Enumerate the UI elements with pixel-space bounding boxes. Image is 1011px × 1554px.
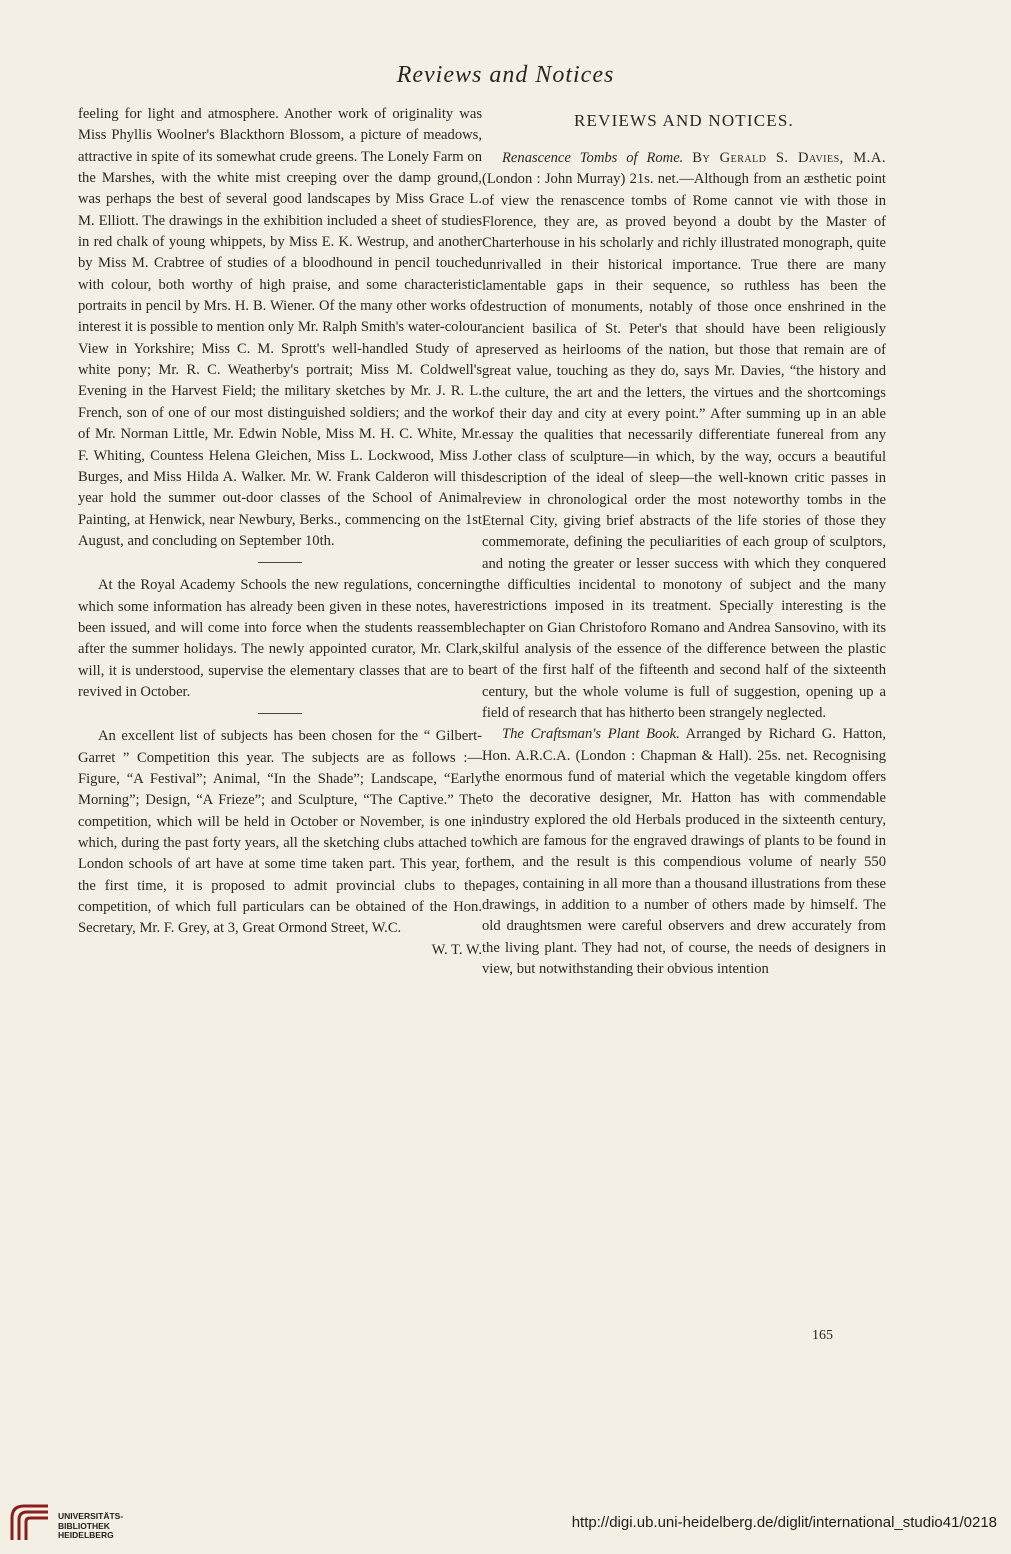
review-2-body: Arranged by Richard G. Hatton, Hon. A.R.C.A. (London : Chapman & Hall). 25s. net. Recognising the enormous fund of material which the vegetable kingdom offers to the decorative designer, Mr. Hatton has with commendable industry explored the old Herbals produced in the sixteenth century, which are famous for the engraved drawings of plants to be found in them, and the result is this compendious volume of nearly 550 pages, containing in all more than a thousand illustrations from these drawings, in addition to a number of others made by himself. The old draughtsmen were careful observers and drew accurately from the living plant. They had not, of course, the needs of designers in view, but notwithstanding their obvious intention	[482, 726, 887, 978]
left-paragraph-2: At the Royal Academy Schools the new regulations, concerning which some information has already been given in these notes, have been issued, and will come into force when the students reassemble after the summer holidays. The newly appointed curator, Mr. Clark, will, it is understood, supervise the elementary classes that are to be revived in October.	[78, 577, 482, 700]
section-heading: REVIEWS AND NOTICES.	[574, 111, 794, 130]
divider-rule	[258, 713, 302, 714]
left-column	[78, 104, 482, 961]
running-head: Reviews and Notices	[396, 62, 615, 88]
review-1-author: By Gerald S. Davies, M.A.	[692, 150, 887, 166]
review-1	[482, 148, 886, 724]
source-url-link[interactable]: http://digi.ub.uni-heidelberg.de/diglit/international_studio41/0218	[571, 1514, 997, 1531]
library-name: UNIVERSITÄTS- BIBLIOTHEK HEIDELBERG	[58, 1511, 124, 1540]
signature-row	[78, 940, 482, 961]
signature: W. T. W.	[431, 941, 482, 958]
review-1-publisher: (London : John Murray) 21s. net.	[482, 171, 680, 188]
review-2-title: The Craftsman's Plant Book.	[502, 726, 680, 743]
review-2	[482, 724, 886, 980]
right-column	[482, 104, 886, 980]
divider-rule	[258, 562, 302, 563]
left-paragraph-1: feeling for light and atmosphere. Another work of originality was Miss Phyllis Woolner's Blackthorn Blossom, a picture of meadows, attractive in spite of its somewhat crude greens. The Lonely Farm on the Marshes, with the white mist creeping over the damp ground, was perhaps the best of several good landscapes by Miss Grace L. M. Elliott. The drawings in the exhibition included a sheet of studies in red chalk of young whippets, by Miss E. K. Westrup, and another by Miss M. Crabtree of studies of a bloodhound in pencil touched with colour, both worthy of high praise, and some characteristic portraits in pencil by Mrs. H. B. Wiener. Of the many other works of interest it is possible to mention only Mr. Ralph Smith's water-colour View in Yorkshire; Miss C. M. Sprott's well-handled Study of a white pony; Mr. R. C. Weatherby's portrait; Miss M. Coldwell's Evening in the Harvest Field; the military sketches by Mr. J. R. L. French, son of one of our most distinguished soldiers; and the work of Mr. Norman Little, Mr. Edwin Noble, Miss M. H. C. White, Mr. F. Whiting, Countess Helena Gleichen, Miss L. Lockwood, Miss J. Burges, and Miss Hilda A. Walker. Mr. W. Frank Calderon will this year hold the summer out-door classes of the School of Animal Painting, at Henwick, near Newbury, Berks., commencing on the 1st August, and concluding on September 10th.	[78, 106, 482, 549]
review-1-title: Renascence Tombs of Rome.	[502, 150, 684, 166]
page-number: 165	[812, 1328, 833, 1343]
review-1-body: —Although from an æsthetic point of view the renascence tombs of Rome cannot vie with those in Florence, they are, as proved beyond a doubt by the Master of Charterhouse in his scholarly and richly illustrated monograph, quite unrivalled in their historical importance. True there are many lamentable gaps in their sequence, so ruthless has been the destruction of monuments, notably of those once enshrined in the ancient basilica of St. Peter's that should have been religiously preserved as heirlooms of the nation, but those that remain are of great value, touching as they do, says Mr. Davies, “the history and the culture, the art and the letters, the virtues and the shortcomings of their day and city at every point.” After summing up in an able essay the qualities that necessarily differentiate funereal from any other class of sculpture—in which, by the way, occurs a beautiful description of the ideal of sleep—the well-known critic passes in review in chronological order the most noteworthy tombs in the Eternal City, giving brief abstracts of the life stories of those they commemorate, defining the peculiarities of each group of sculptors, and noting the greater or lesser success with which they conquered the difficulties incidental to monotony of subject and the many restrictions imposed in its treatment. Specially interesting is the chapter on Gian Christoforo Romano and Andrea Sansovino, with its skilful analysis of the essence of the difference between the plastic art of the first half of the fifteenth and second half of the sixteenth century, but the whole volume is full of suggestion, opening up a field of research that has hitherto been strangely neglected.	[482, 171, 886, 721]
left-paragraph-3: An excellent list of subjects has been chosen for the “ Gilbert-Garret ” Competition this year. The subjects are as follows :—Figure, “A Festival”; Animal, “In the Shade”; Landscape, “Early Morning”; Design, “A Frieze”; and Sculpture, “The Captive.” The competition, which will be held in October or November, is one in which, during the past forty years, all the sketching clubs attached to London schools of art have at some time taken part. This year, for the first time, it is proposed to admit provincial clubs to the competition, of which full particulars can be obtained of the Hon. Secretary, Mr. F. Grey, at 3, Great Ormond Street, W.C.	[78, 728, 482, 937]
library-logo-icon	[8, 1500, 52, 1544]
